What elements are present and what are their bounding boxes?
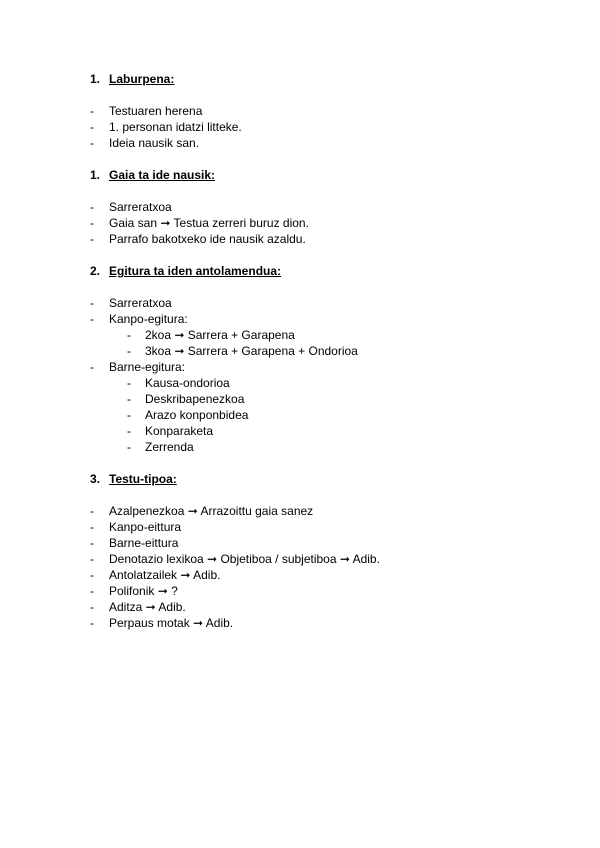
- bullet-dash: -: [90, 232, 94, 246]
- list-item: [0, 215, 600, 231]
- list-item-text: Sarreratxoa: [109, 200, 172, 214]
- bullet-dash: -: [90, 360, 94, 374]
- list-item: [0, 567, 600, 583]
- bullet-dash: -: [90, 504, 94, 518]
- list-item: [0, 503, 600, 519]
- blank-line: [0, 487, 600, 503]
- list-item-text: Kanpo-eittura: [109, 520, 182, 534]
- list-item-text: Sarreratxoa: [109, 296, 172, 310]
- section-number: 1.: [90, 168, 101, 182]
- list-item-text: Deskribapenezkoa: [145, 392, 245, 406]
- section-heading: [0, 71, 600, 87]
- list-item: [0, 103, 600, 119]
- section-heading: [0, 263, 600, 279]
- list-item: [0, 535, 600, 551]
- bullet-dash: -: [90, 296, 94, 310]
- blank-line: [0, 151, 600, 167]
- blank-line: [0, 247, 600, 263]
- bullet-dash: -: [127, 328, 131, 342]
- bullet-dash: -: [127, 376, 131, 390]
- list-item: [0, 327, 600, 343]
- list-item: [0, 119, 600, 135]
- list-item-text: Ideia nausik san.: [109, 136, 200, 150]
- list-item: [0, 583, 600, 599]
- list-item: [0, 599, 600, 615]
- section-number: 1.: [90, 72, 101, 86]
- section-number: 2.: [90, 264, 101, 278]
- section-title: Testu-tipoa:: [109, 472, 177, 486]
- blank-line: [0, 279, 600, 295]
- bullet-dash: -: [90, 584, 94, 598]
- list-item: [0, 359, 600, 375]
- bullet-dash: -: [90, 104, 94, 118]
- bullet-dash: -: [90, 536, 94, 550]
- bullet-dash: -: [127, 344, 131, 358]
- list-item: [0, 439, 600, 455]
- list-item-text: Antolatzailek ➞ Adib.: [109, 568, 221, 582]
- blank-line: [0, 87, 600, 103]
- bullet-dash: -: [90, 136, 94, 150]
- section-number: 3.: [90, 472, 101, 486]
- list-item-text: Konparaketa: [145, 424, 214, 438]
- list-item-text: Polifonik ➞ ?: [109, 584, 178, 598]
- blank-line: [0, 631, 600, 647]
- list-item-text: Azalpenezkoa ➞ Arrazoittu gaia sanez: [109, 504, 314, 518]
- list-item: [0, 231, 600, 247]
- list-item-text: Perpaus motak ➞ Adib.: [109, 616, 234, 630]
- list-item: [0, 519, 600, 535]
- bullet-dash: -: [90, 616, 94, 630]
- bullet-dash: -: [90, 120, 94, 134]
- document-page: [0, 71, 600, 647]
- list-item: [0, 375, 600, 391]
- list-item: [0, 615, 600, 631]
- list-item: [0, 311, 600, 327]
- list-item: [0, 295, 600, 311]
- list-item-text: 2koa ➞ Sarrera + Garapena: [145, 328, 295, 342]
- list-item-text: 3koa ➞ Sarrera + Garapena + Ondorioa: [145, 344, 358, 358]
- list-item-text: Kausa-ondorioa: [145, 376, 230, 390]
- list-item-text: Denotazio lexikoa ➞ Objetiboa / subjetiboa ➞ Adib.: [109, 552, 380, 566]
- list-item-text: Gaia san ➞ Testua zerreri buruz dion.: [109, 216, 309, 230]
- section-title: Laburpena:: [109, 72, 175, 86]
- bullet-dash: -: [127, 424, 131, 438]
- list-item-text: Barne-eittura: [109, 536, 179, 550]
- bullet-dash: -: [90, 216, 94, 230]
- bullet-dash: -: [90, 312, 94, 326]
- blank-line: [0, 183, 600, 199]
- bullet-dash: -: [127, 392, 131, 406]
- section-heading: [0, 471, 600, 487]
- list-item-text: Aditza ➞ Adib.: [109, 600, 186, 614]
- bullet-dash: -: [90, 568, 94, 582]
- list-item-text: Barne-egitura:: [109, 360, 186, 374]
- bullet-dash: -: [90, 552, 94, 566]
- blank-line: [0, 455, 600, 471]
- bullet-dash: -: [90, 200, 94, 214]
- section-title: Egitura ta iden antolamendua:: [109, 264, 282, 278]
- list-item-text: Zerrenda: [145, 440, 194, 454]
- list-item: [0, 551, 600, 567]
- list-item: [0, 199, 600, 215]
- bullet-dash: -: [90, 600, 94, 614]
- list-item: [0, 343, 600, 359]
- list-item-text: Testuaren herena: [109, 104, 203, 118]
- list-item: [0, 391, 600, 407]
- bullet-dash: -: [127, 440, 131, 454]
- section-heading: [0, 167, 600, 183]
- list-item: [0, 135, 600, 151]
- bullet-dash: -: [90, 520, 94, 534]
- list-item-text: Kanpo-egitura:: [109, 312, 188, 326]
- list-item: [0, 407, 600, 423]
- list-item: [0, 423, 600, 439]
- section-title: Gaia ta ide nausik:: [109, 168, 216, 182]
- list-item-text: Parrafo bakotxeko ide nausik azaldu.: [109, 232, 306, 246]
- bullet-dash: -: [127, 408, 131, 422]
- list-item-text: Arazo konponbidea: [145, 408, 249, 422]
- list-item-text: 1. personan idatzi litteke.: [109, 120, 242, 134]
